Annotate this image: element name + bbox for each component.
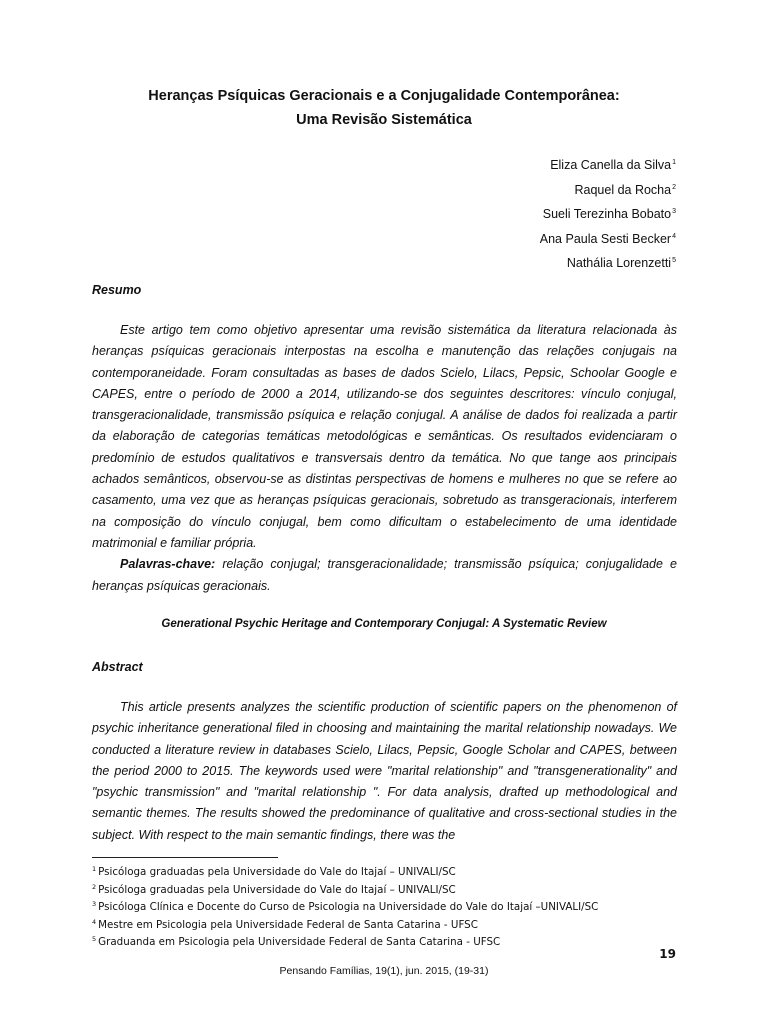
english-title: Generational Psychic Heritage and Contemporary Conjugal: A Systematic Review <box>161 618 607 630</box>
author-name: Eliza Canella da Silva$^1$ <box>550 158 676 172</box>
footnote: $^4$ Mestre em Psicologia pela Universidade Federal de Santa Catarina - UFSC <box>92 917 478 931</box>
author-name: Sueli Terezinha Bobato$^3$ <box>542 207 676 221</box>
journal-citation-footer: Pensando Famílias, 19(1), jun. 2015, (19-31) <box>279 965 489 977</box>
footnote: $^2$ Psicóloga graduadas pela Universidade do Vale do Itajaí – UNIVALI/SC <box>92 882 456 896</box>
footnote-divider <box>92 857 278 858</box>
resumo-text: Este artigo tem como objetivo apresentar uma revisão sistemática da literatura relacionada às heranças psíquicas geracionais interpostas na escolha e manutenção das relações conjugais na contemporaneidade. Foram consultadas as bases de dados Scielo, Lilacs, Pepsic, Schoolar Google e CAPES, entre o período de 2000 a 2014, utilizando-se dos seguintes descritores: vínculo conjugal, transgeracionalidade, transmissão psíquica e relação conjugal. A análise de dados foi realizada a partir da elaboração de categorias temáticas metodológicas e semânticas. Os resultados evidenciaram o predomínio de estudos qualitativos e transversais dentro da temática. No que tange aos principais achados semânticos, observou-se as distintas perspectivas de homens e mulheres no que se refere ao casamento, uma vez que as heranças psíquicas geracionais, sobretudo as transgeracionais, interferem na composição do vínculo conjugal, bem como dificultam o estabelecimento de uma identidade matrimonial e familiar própria. <box>92 323 677 550</box>
author-mark: 3 <box>672 208 676 215</box>
author-mark: 1 <box>672 159 676 166</box>
keywords-text: relação conjugal; transgeracionalidade; transmissão psíquica; conjugalidade e heranças psíquicas geracionais. <box>92 557 677 593</box>
footnotes <box>92 862 598 950</box>
author-name: Raquel da Rocha$^2$ <box>574 182 676 197</box>
author-mark: 2 <box>672 183 676 191</box>
title-line-2: Uma Revisão Sistemática <box>296 112 472 128</box>
page-number: 19 <box>659 947 676 961</box>
author-name: Ana Paula Sesti Becker$^4$ <box>539 231 676 246</box>
author-mark: 4 <box>672 232 676 240</box>
footnote: $^3$ Psicóloga Clínica e Docente do Curso de Psicologia na Universidade do Vale do Itajaí –UNIVALI/SC <box>92 900 599 914</box>
abstract-body <box>92 697 677 846</box>
footnote: $^1$ Psicóloga graduadas pela Universidade do Vale do Itajaí – UNIVALI/SC <box>92 865 456 878</box>
title-line-1: Heranças Psíquicas Geracionais e a Conjugalidade Contemporânea: <box>148 88 620 104</box>
abstract-heading: Abstract <box>92 660 143 674</box>
author-list <box>540 152 676 275</box>
author-mark: 5 <box>672 257 676 264</box>
keywords-label: Palavras-chave: <box>120 557 216 572</box>
resumo-heading: Resumo <box>92 283 142 297</box>
footnote: $^5$ Graduanda em Psicologia pela Universidade Federal de Santa Catarina - UFSC <box>92 935 501 949</box>
keywords-paragraph <box>92 554 677 597</box>
resumo-body <box>92 320 677 597</box>
author-name: Nathália Lorenzetti$^5$ <box>566 256 676 270</box>
abstract-text: This article presents analyzes the scientific production of scientific papers on the phenomenon of psychic inheritance generational filed in choosing and maintaining the marital relationship nowadays. We conducted a literature review in databases Scielo, Lilacs, Pepsic, Google Scholar and CAPES, between the period 2000 to 2015. The keywords used were "marital relationship" and "transgenerationality" and "psychic transmission" and "marital relationship ". For data analysis, drafted up methodological and semantic themes. The results showed the predominance of qualitative and cross-sectional studies in the subject. With respect to the main semantic findings, there was the <box>92 700 677 842</box>
paper-title <box>60 84 708 132</box>
